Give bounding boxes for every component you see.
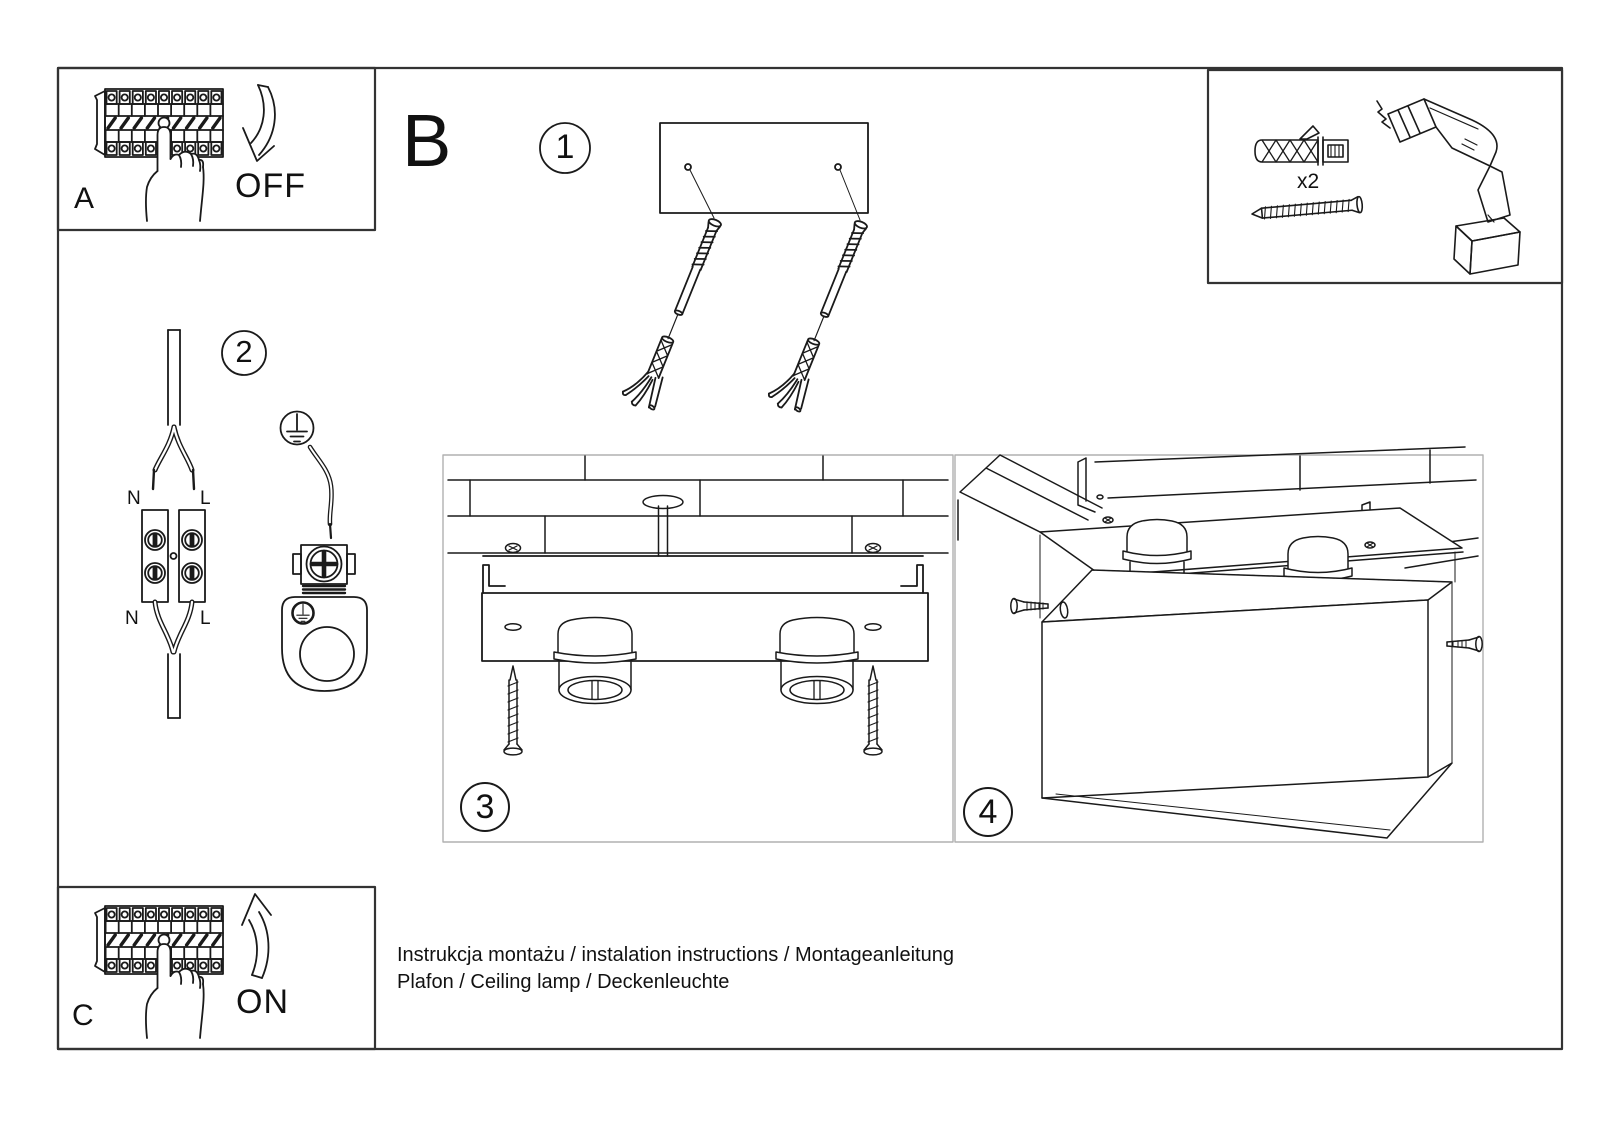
fixing-screw xyxy=(864,666,882,755)
step3-frame xyxy=(443,455,953,842)
footer-product-line: Plafon / Ceiling lamp / Deckenleuchte xyxy=(397,971,730,993)
step4-number: 4 xyxy=(978,793,998,831)
footer-title-line: Instrukcja montażu / instalation instructions / Montageanleitung xyxy=(397,944,954,966)
plug-quantity-label: x2 xyxy=(1297,170,1320,193)
on-arrow xyxy=(259,912,268,978)
off-label: OFF xyxy=(235,167,306,205)
live-label-bottom: L xyxy=(200,608,211,629)
terminal-block xyxy=(142,510,168,602)
step4-drawing xyxy=(958,447,1482,838)
step2-drawing xyxy=(142,330,367,718)
step1-drawing xyxy=(540,123,875,415)
on-label: ON xyxy=(236,983,289,1021)
fixing-screw xyxy=(504,666,522,755)
section-b-label: B xyxy=(402,99,452,182)
box-a-label: A xyxy=(74,182,95,215)
step2-number: 2 xyxy=(235,334,253,369)
ceiling-anchor-heads xyxy=(506,544,881,553)
step3-drawing xyxy=(448,456,948,831)
lamp-box-front xyxy=(1042,600,1428,798)
box-c-label: C xyxy=(72,999,94,1032)
lamp-ground-bracket xyxy=(282,597,367,691)
tools-box-frame xyxy=(1208,70,1562,283)
neutral-label-bottom: N xyxy=(125,608,139,629)
neutral-label-top: N xyxy=(127,488,141,509)
live-label-top: L xyxy=(200,488,211,509)
off-arrow xyxy=(259,87,275,155)
step3-number: 3 xyxy=(475,788,495,826)
canopy-side-view xyxy=(482,593,928,661)
step1-number: 1 xyxy=(555,128,575,166)
